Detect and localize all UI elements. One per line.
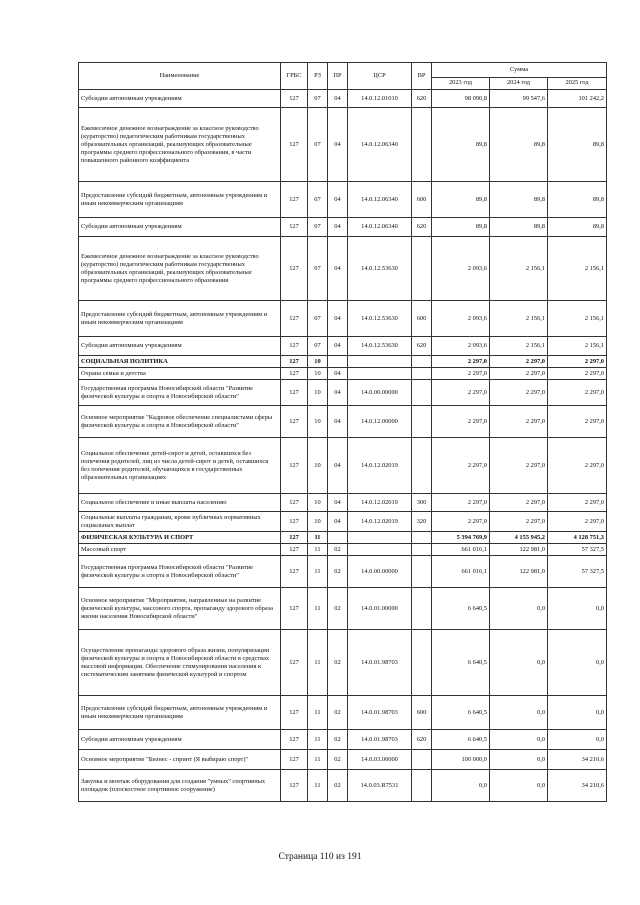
table-row — [79, 532, 607, 544]
row-rz: 11 — [308, 532, 328, 544]
row-sum-2025: 0,0 — [548, 696, 607, 730]
row-csr: 14.0.12.01010 — [348, 90, 412, 108]
row-name: Социальное обеспечение детей-сирот и детей, оставшихся без попечения родителей, лиц из числа детей-сирот и детей, оставшихся без попечения родителей, обучающихся в государственных образовательных организациях — [79, 438, 281, 494]
row-vr — [412, 237, 432, 301]
row-rz: 11 — [308, 696, 328, 730]
row-grbs: 127 — [281, 770, 308, 802]
row-csr: 14.0.00.00000 — [348, 380, 412, 406]
row-sum-2025: 2 297,0 — [548, 368, 607, 380]
row-name: Государственная программа Новосибирской области "Развитие физической культуры и спорта в Новосибирской области" — [79, 380, 281, 406]
row-sum-2024: 0,0 — [490, 730, 548, 750]
row-sum-2023: 6 640,5 — [432, 630, 490, 696]
header-name: Наименование — [79, 63, 281, 90]
row-rz: 11 — [308, 630, 328, 696]
row-pr: 02 — [328, 770, 348, 802]
row-name: Предоставление субсидий бюджетным, автономным учреждениям и иным некоммерческим организациям — [79, 696, 281, 730]
table-row — [79, 182, 607, 218]
row-sum-2023: 2 093,6 — [432, 301, 490, 337]
table-row — [79, 380, 607, 406]
row-rz: 11 — [308, 730, 328, 750]
row-csr: 14.0.01.98703 — [348, 696, 412, 730]
row-sum-2023: 2 297,0 — [432, 368, 490, 380]
row-pr: 02 — [328, 588, 348, 630]
row-vr — [412, 532, 432, 544]
row-sum-2024: 2 297,0 — [490, 512, 548, 532]
row-grbs: 127 — [281, 218, 308, 237]
row-pr: 04 — [328, 301, 348, 337]
row-pr: 04 — [328, 337, 348, 356]
row-csr: 14.0.12.06340 — [348, 218, 412, 237]
row-sum-2023: 2 297,0 — [432, 356, 490, 368]
row-name: Субсидии автономным учреждениям — [79, 337, 281, 356]
row-grbs: 127 — [281, 630, 308, 696]
row-rz: 10 — [308, 356, 328, 368]
row-grbs: 127 — [281, 108, 308, 182]
row-grbs: 127 — [281, 380, 308, 406]
row-rz: 10 — [308, 512, 328, 532]
row-sum-2023: 0,0 — [432, 770, 490, 802]
row-sum-2023: 98 090,8 — [432, 90, 490, 108]
row-sum-2023: 89,8 — [432, 108, 490, 182]
table-row — [79, 108, 607, 182]
row-grbs: 127 — [281, 532, 308, 544]
row-sum-2023: 2 297,0 — [432, 438, 490, 494]
row-pr: 04 — [328, 406, 348, 438]
header-year-2025: 2025 год — [548, 77, 607, 89]
row-name: Субсидии автономным учреждениям — [79, 218, 281, 237]
row-sum-2025: 2 297,0 — [548, 380, 607, 406]
row-pr: 02 — [328, 544, 348, 556]
row-sum-2023: 89,8 — [432, 218, 490, 237]
row-pr: 04 — [328, 494, 348, 512]
table-row — [79, 730, 607, 750]
row-grbs: 127 — [281, 494, 308, 512]
row-sum-2024: 2 156,1 — [490, 337, 548, 356]
table-row — [79, 301, 607, 337]
row-name: Закупка и монтаж оборудования для создания "умных" спортивных площадок (плоскостное спортивное сооружение) — [79, 770, 281, 802]
row-vr — [412, 544, 432, 556]
header-csr: ЦСР — [348, 63, 412, 90]
row-csr: 14.0.12.06340 — [348, 182, 412, 218]
row-sum-2024: 89,8 — [490, 182, 548, 218]
row-rz: 07 — [308, 108, 328, 182]
row-csr: 14.0.12.53630 — [348, 337, 412, 356]
row-grbs: 127 — [281, 406, 308, 438]
row-name: Субсидии автономным учреждениям — [79, 730, 281, 750]
row-sum-2023: 661 016,1 — [432, 544, 490, 556]
row-csr: 14.0.12.53630 — [348, 301, 412, 337]
row-rz: 10 — [308, 406, 328, 438]
row-grbs: 127 — [281, 438, 308, 494]
row-vr: 620 — [412, 730, 432, 750]
row-sum-2025: 89,8 — [548, 182, 607, 218]
row-pr: 02 — [328, 750, 348, 770]
row-vr — [412, 750, 432, 770]
row-grbs: 127 — [281, 730, 308, 750]
row-name: Предоставление субсидий бюджетным, автономным учреждениям и иным некоммерческим организациям — [79, 301, 281, 337]
row-name: ФИЗИЧЕСКАЯ КУЛЬТУРА И СПОРТ — [79, 532, 281, 544]
table-row — [79, 218, 607, 237]
row-sum-2025: 34 210,6 — [548, 750, 607, 770]
row-sum-2023: 6 640,5 — [432, 696, 490, 730]
row-name: Массовый спорт — [79, 544, 281, 556]
row-sum-2024: 2 297,0 — [490, 356, 548, 368]
row-csr: 14.0.12.53630 — [348, 237, 412, 301]
row-name: СОЦИАЛЬНАЯ ПОЛИТИКА — [79, 356, 281, 368]
row-sum-2024: 0,0 — [490, 770, 548, 802]
row-sum-2024: 4 155 945,2 — [490, 532, 548, 544]
row-vr — [412, 356, 432, 368]
row-sum-2024: 2 297,0 — [490, 438, 548, 494]
row-csr: 14.0.12.02019 — [348, 438, 412, 494]
row-sum-2024: 2 297,0 — [490, 406, 548, 438]
table-row — [79, 368, 607, 380]
row-sum-2024: 89,8 — [490, 108, 548, 182]
row-pr: 04 — [328, 438, 348, 494]
row-sum-2025: 57 327,5 — [548, 544, 607, 556]
row-csr: 14.0.00.00000 — [348, 556, 412, 588]
row-pr — [328, 356, 348, 368]
row-vr — [412, 770, 432, 802]
row-name: Государственная программа Новосибирской области "Развитие физической культуры и спорта в Новосибирской области" — [79, 556, 281, 588]
row-vr — [412, 380, 432, 406]
row-grbs: 127 — [281, 696, 308, 730]
table-row — [79, 770, 607, 802]
row-vr — [412, 556, 432, 588]
row-vr: 620 — [412, 90, 432, 108]
row-sum-2024: 122 981,0 — [490, 556, 548, 588]
row-name: Предоставление субсидий бюджетным, автономным учреждениям и иным некоммерческим организациям — [79, 182, 281, 218]
row-rz: 11 — [308, 588, 328, 630]
row-sum-2025: 89,8 — [548, 218, 607, 237]
row-vr — [412, 406, 432, 438]
row-sum-2023: 2 297,0 — [432, 512, 490, 532]
row-sum-2023: 6 640,5 — [432, 730, 490, 750]
row-sum-2024: 0,0 — [490, 696, 548, 730]
row-vr — [412, 630, 432, 696]
row-sum-2024: 2 156,1 — [490, 301, 548, 337]
row-vr — [412, 368, 432, 380]
row-pr: 04 — [328, 512, 348, 532]
row-name: Основное мероприятие "Кадровое обеспечение специалистами сферы физической культуры и спорта в Новосибирской области" — [79, 406, 281, 438]
row-rz: 07 — [308, 182, 328, 218]
row-grbs: 127 — [281, 750, 308, 770]
row-name: Охрана семьи и детства — [79, 368, 281, 380]
row-rz: 11 — [308, 556, 328, 588]
row-name: Осуществление пропаганды здорового образа жизни, популяризации физической культуры и спорта в Новосибирской области в средствах массовой информации. Обеспечение стимулирования населения к систематическим занятиям физической культурой и спортом — [79, 630, 281, 696]
row-pr: 02 — [328, 730, 348, 750]
row-pr: 04 — [328, 380, 348, 406]
row-rz: 11 — [308, 750, 328, 770]
row-rz: 10 — [308, 380, 328, 406]
row-sum-2023: 5 394 769,9 — [432, 532, 490, 544]
row-grbs: 127 — [281, 237, 308, 301]
row-pr: 04 — [328, 108, 348, 182]
row-vr: 620 — [412, 337, 432, 356]
row-csr — [348, 532, 412, 544]
row-vr — [412, 588, 432, 630]
row-pr: 04 — [328, 182, 348, 218]
table-row — [79, 544, 607, 556]
row-sum-2023: 2 297,0 — [432, 380, 490, 406]
row-csr: 14.0.12.02019 — [348, 494, 412, 512]
row-vr: 620 — [412, 218, 432, 237]
table-row — [79, 406, 607, 438]
row-sum-2025: 2 156,1 — [548, 237, 607, 301]
row-sum-2025: 2 156,1 — [548, 301, 607, 337]
header-rz: РЗ — [308, 63, 328, 90]
row-sum-2024: 89,8 — [490, 218, 548, 237]
row-name: Ежемесячное денежное вознаграждение за классное руководство (кураторство) педагогическим работникам государственных образовательных организаций, реализующих образовательные программы среднего профессионального образования, в части повышенного районного коэффициента — [79, 108, 281, 182]
row-pr: 04 — [328, 368, 348, 380]
row-sum-2023: 89,8 — [432, 182, 490, 218]
budget-table-container — [78, 62, 606, 802]
table-row — [79, 750, 607, 770]
row-rz: 07 — [308, 237, 328, 301]
row-sum-2025: 2 297,0 — [548, 406, 607, 438]
row-name: Социальное обеспечение и иные выплаты населению — [79, 494, 281, 512]
row-vr: 600 — [412, 182, 432, 218]
row-sum-2025: 34 210,6 — [548, 770, 607, 802]
row-pr: 04 — [328, 218, 348, 237]
row-rz: 10 — [308, 438, 328, 494]
table-row — [79, 356, 607, 368]
table-row — [79, 512, 607, 532]
row-grbs: 127 — [281, 182, 308, 218]
row-pr: 02 — [328, 556, 348, 588]
row-vr: 300 — [412, 494, 432, 512]
row-csr — [348, 356, 412, 368]
row-csr: 14.0.03.00000 — [348, 750, 412, 770]
row-name: Основное мероприятие "Мероприятия, направленные на развитие физической культуры, массового спорта, пропаганду здорового образа жизни населения Новосибирской области" — [79, 588, 281, 630]
row-rz: 10 — [308, 368, 328, 380]
header-vr: ВР — [412, 63, 432, 90]
row-sum-2025: 2 297,0 — [548, 512, 607, 532]
row-sum-2024: 0,0 — [490, 750, 548, 770]
row-sum-2025: 2 297,0 — [548, 438, 607, 494]
row-sum-2023: 2 297,0 — [432, 494, 490, 512]
row-rz: 07 — [308, 90, 328, 108]
row-csr: 14.0.12.00000 — [348, 406, 412, 438]
row-sum-2025: 2 297,0 — [548, 494, 607, 512]
header-sum: Сумма — [432, 63, 607, 78]
table-row — [79, 696, 607, 730]
row-grbs: 127 — [281, 368, 308, 380]
header-grbs: ГРБС — [281, 63, 308, 90]
row-sum-2025: 2 297,0 — [548, 356, 607, 368]
row-grbs: 127 — [281, 544, 308, 556]
row-rz: 07 — [308, 301, 328, 337]
row-csr: 14.0.01.00000 — [348, 588, 412, 630]
row-rz: 10 — [308, 494, 328, 512]
row-sum-2025: 4 128 751,3 — [548, 532, 607, 544]
table-row — [79, 556, 607, 588]
row-sum-2025: 89,8 — [548, 108, 607, 182]
row-pr — [328, 532, 348, 544]
row-sum-2023: 6 640,5 — [432, 588, 490, 630]
row-rz: 11 — [308, 770, 328, 802]
row-rz: 07 — [308, 218, 328, 237]
row-grbs: 127 — [281, 301, 308, 337]
row-name: Социальные выплаты гражданам, кроме публичных нормативных социальных выплат — [79, 512, 281, 532]
row-sum-2023: 2 093,6 — [432, 237, 490, 301]
table-row — [79, 237, 607, 301]
row-name: Ежемесячное денежное вознаграждение за классное руководство (кураторство) педагогическим работникам государственных образовательных организаций, реализующих образовательные программы среднего профессионального образования — [79, 237, 281, 301]
row-sum-2025: 2 156,1 — [548, 337, 607, 356]
page-number: Страница 110 из 191 — [278, 852, 362, 862]
row-grbs: 127 — [281, 556, 308, 588]
row-sum-2023: 2 297,0 — [432, 406, 490, 438]
table-row — [79, 630, 607, 696]
row-rz: 11 — [308, 544, 328, 556]
row-vr — [412, 108, 432, 182]
row-sum-2025: 0,0 — [548, 730, 607, 750]
row-name: Субсидии автономным учреждениям — [79, 90, 281, 108]
row-csr: 14.0.03.R7531 — [348, 770, 412, 802]
table-body — [79, 90, 607, 802]
row-pr: 04 — [328, 237, 348, 301]
row-vr: 320 — [412, 512, 432, 532]
row-grbs: 127 — [281, 90, 308, 108]
row-csr — [348, 544, 412, 556]
row-pr: 04 — [328, 90, 348, 108]
table-row — [79, 588, 607, 630]
row-sum-2024: 2 297,0 — [490, 494, 548, 512]
row-grbs: 127 — [281, 588, 308, 630]
row-sum-2025: 101 242,2 — [548, 90, 607, 108]
header-pr: ПР — [328, 63, 348, 90]
row-grbs: 127 — [281, 356, 308, 368]
table-row — [79, 337, 607, 356]
table-row — [79, 90, 607, 108]
row-vr: 600 — [412, 301, 432, 337]
table-row — [79, 494, 607, 512]
row-sum-2024: 2 156,1 — [490, 237, 548, 301]
row-name: Основное мероприятие "Бизнес - спринт (Я выбираю спорт)" — [79, 750, 281, 770]
row-sum-2025: 57 327,5 — [548, 556, 607, 588]
table-row — [79, 438, 607, 494]
row-csr: 14.0.12.06340 — [348, 108, 412, 182]
row-csr: 14.0.12.02019 — [348, 512, 412, 532]
header-year-2023: 2023 год — [432, 77, 490, 89]
row-sum-2024: 0,0 — [490, 588, 548, 630]
row-sum-2025: 0,0 — [548, 588, 607, 630]
row-sum-2023: 2 093,6 — [432, 337, 490, 356]
row-rz: 07 — [308, 337, 328, 356]
row-sum-2024: 99 547,6 — [490, 90, 548, 108]
row-csr — [348, 368, 412, 380]
row-sum-2024: 2 297,0 — [490, 368, 548, 380]
row-grbs: 127 — [281, 337, 308, 356]
header-year-2024: 2024 год — [490, 77, 548, 89]
row-sum-2024: 0,0 — [490, 630, 548, 696]
row-csr: 14.0.01.98703 — [348, 730, 412, 750]
row-sum-2023: 661 016,1 — [432, 556, 490, 588]
budget-table — [78, 62, 607, 802]
row-sum-2024: 122 981,0 — [490, 544, 548, 556]
row-csr: 14.0.01.98703 — [348, 630, 412, 696]
row-pr: 02 — [328, 630, 348, 696]
row-vr: 600 — [412, 696, 432, 730]
row-vr — [412, 438, 432, 494]
row-pr: 02 — [328, 696, 348, 730]
row-grbs: 127 — [281, 512, 308, 532]
row-sum-2025: 0,0 — [548, 630, 607, 696]
row-sum-2024: 2 297,0 — [490, 380, 548, 406]
row-sum-2023: 100 000,0 — [432, 750, 490, 770]
